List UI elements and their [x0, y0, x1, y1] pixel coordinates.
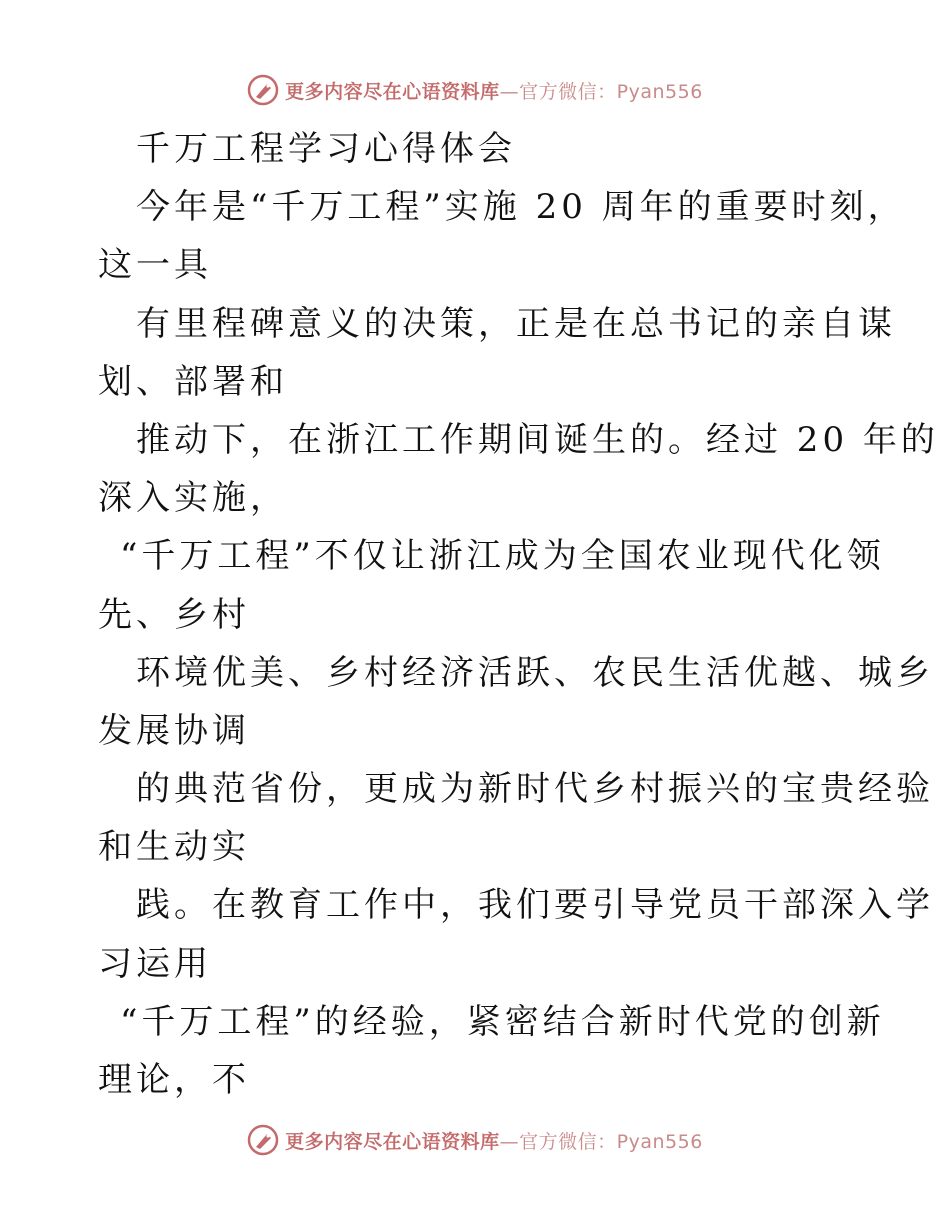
footer-banner-lead: 更多内容尽在心语资料库 [285, 1130, 500, 1153]
document-title: 千万工程学习心得体会 [136, 129, 516, 169]
pen-nib-logo-icon [247, 74, 279, 106]
body-line: 先、乡村 [98, 594, 250, 635]
body-line: “千万工程”不仅让浙江成为全国农业现代化领 [120, 536, 885, 577]
body-line: 有里程碑意义的决策，正是在总书记的亲自谋 [136, 303, 896, 344]
header-banner-lead: 更多内容尽在心语资料库 [285, 80, 500, 103]
body-line: “千万工程”的经验，紧密结合新时代党的创新 [120, 1001, 885, 1042]
body-line: 这一具 [98, 245, 212, 286]
header-banner-text [285, 77, 703, 104]
footer-banner [0, 1120, 950, 1160]
pen-nib-logo-icon [247, 1124, 279, 1156]
body-line: 环境优美、乡村经济活跃、农民生活优越、城乡 [136, 652, 934, 693]
header-banner-rest: —官方微信：Pyan556 [499, 80, 703, 103]
body-line: 推动下，在浙江工作期间诞生的。经过 20 年的 [136, 419, 939, 460]
footer-banner-text [285, 1127, 703, 1154]
body-line: 践。在教育工作中，我们要引导党员干部深入学 [136, 885, 934, 926]
body-line: 发展协调 [98, 710, 250, 751]
body-line: 深入实施， [98, 478, 288, 519]
body-line: 和生动实 [98, 827, 250, 868]
body-line: 今年是“千万工程”实施 20 周年的重要时刻， [136, 187, 906, 228]
document-body [98, 120, 939, 1109]
body-line: 习运用 [98, 943, 212, 984]
header-banner [0, 70, 950, 110]
body-line: 的典范省份，更成为新时代乡村振兴的宝贵经验 [136, 769, 934, 810]
body-line: 理论，不 [98, 1060, 250, 1100]
body-line: 划、部署和 [98, 361, 288, 402]
footer-banner-rest: —官方微信：Pyan556 [499, 1130, 703, 1153]
